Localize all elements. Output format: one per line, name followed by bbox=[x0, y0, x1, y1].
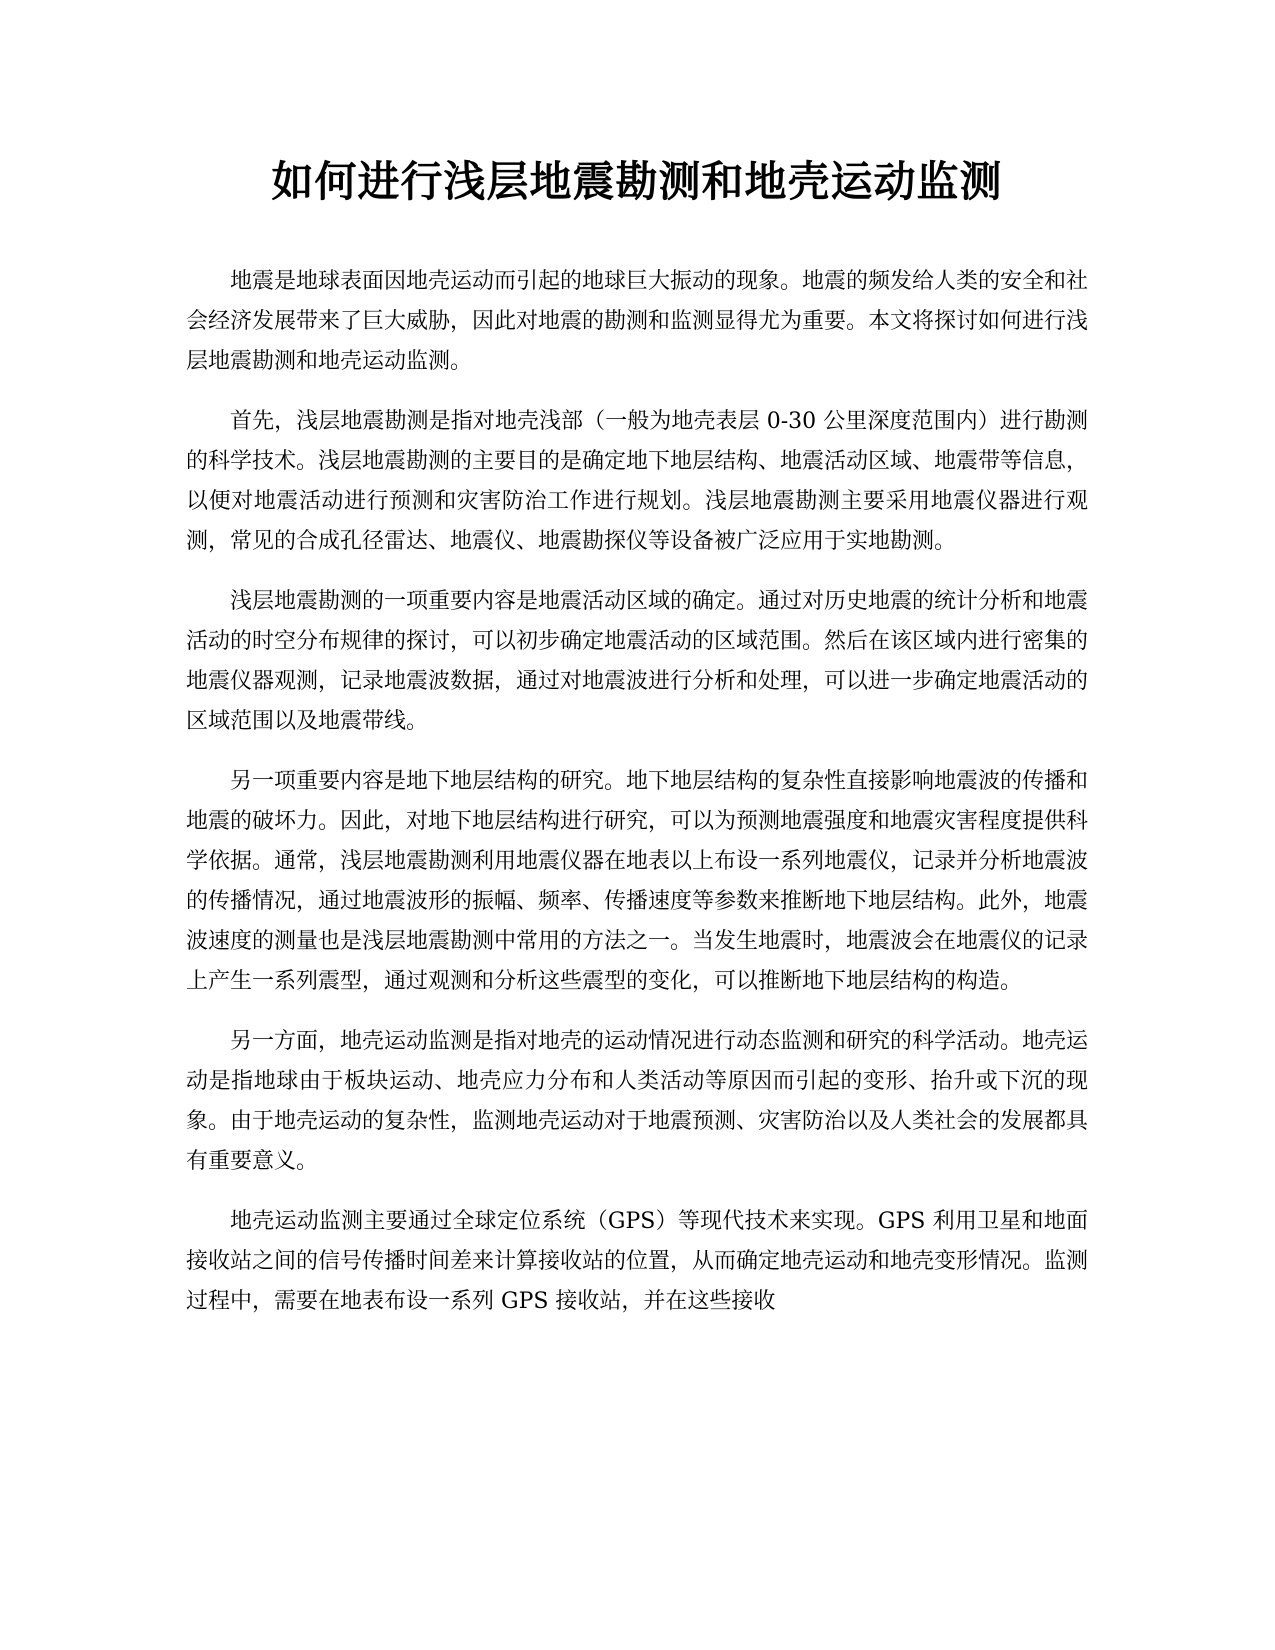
paragraph-shallow-survey-definition: 首先，浅层地震勘测是指对地壳浅部（一般为地壳表层 0-30 公里深度范围内）进行勘测的科学技术。浅层地震勘测的主要目的是确定地下地层结构、地震活动区域、地震带等信息，以便对地震活动进行预测和灾害防治工作进行规划。浅层地震勘测主要采用地震仪器进行观测，常见的合成孔径雷达、地震仪、地震勘探仪等设备被广泛应用于实地勘测。 bbox=[186, 409, 1089, 554]
paragraph-crustal-motion-definition: 另一方面，地壳运动监测是指对地壳的运动情况进行动态监测和研究的科学活动。地壳运动是指地球由于板块运动、地壳应力分布和人类活动等原因而引起的变形、抬升或下沉的现象。由于地壳运动的复杂性，监测地壳运动对于地震预测、灾害防治以及人类社会的发展都具有重要意义。 bbox=[186, 1029, 1089, 1174]
paragraph-subsurface-structure: 另一项重要内容是地下地层结构的研究。地下地层结构的复杂性直接影响地震波的传播和地震的破坏力。因此，对地下地层结构进行研究，可以为预测地震强度和地震灾害程度提供科学依据。通常，浅层地震勘测利用地震仪器在地表以上布设一系列地震仪，记录并分析地震波的传播情况，通过地震波形的振幅、频率、传播速度等参数来推断地下地层结构。此外，地震波速度的测量也是浅层地震勘测中常用的方法之一。当发生地震时，地震波会在地震仪的记录上产生一系列震型，通过观测和分析这些震型的变化，可以推断地下地层结构的构造。 bbox=[186, 769, 1089, 994]
paragraph-gps-monitoring: 地壳运动监测主要通过全球定位系统（GPS）等现代技术来实现。GPS 利用卫星和地面接收站之间的信号传播时间差来计算接收站的位置，从而确定地壳运动和地壳变形情况。监测过程中，需要在地表布设一系列 GPS 接收站，并在这些接收 bbox=[186, 1209, 1089, 1314]
paragraph-seismic-zone-determination: 浅层地震勘测的一项重要内容是地震活动区域的确定。通过对历史地震的统计分析和地震活动的时空分布规律的探讨，可以初步确定地震活动的区域范围。然后在该区域内进行密集的地震仪器观测，记录地震波数据，通过对地震波进行分析和处理，可以进一步确定地震活动的区域范围以及地震带线。 bbox=[186, 589, 1089, 734]
paragraph-intro: 地震是地球表面因地壳运动而引起的地球巨大振动的现象。地震的频发给人类的安全和社会经济发展带来了巨大威胁，因此对地震的勘测和监测显得尤为重要。本文将探讨如何进行浅层地震勘测和地壳运动监测。 bbox=[186, 269, 1089, 374]
document-body bbox=[186, 140, 1088, 1342]
document-title: 如何进行浅层地震勘测和地壳运动监测 bbox=[271, 157, 1003, 206]
